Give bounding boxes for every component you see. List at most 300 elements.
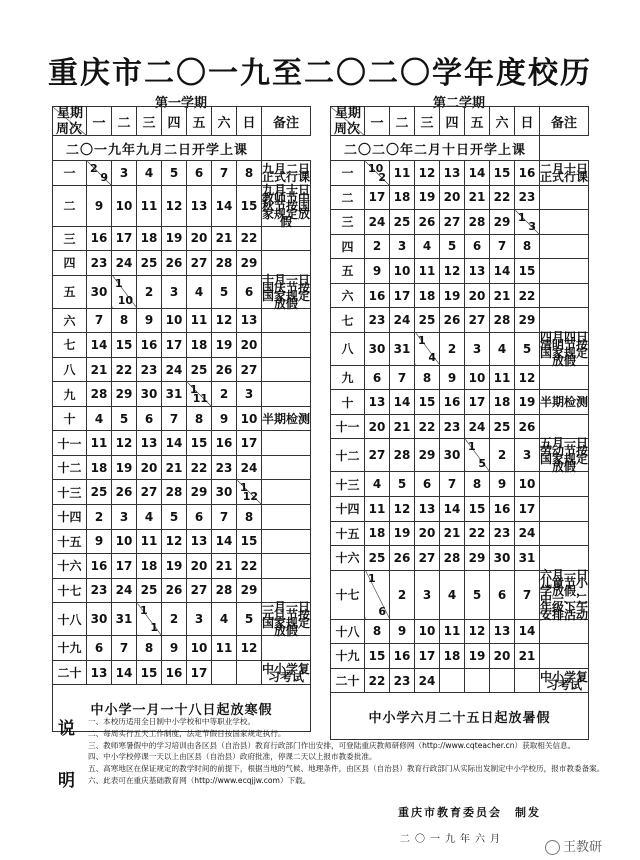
date-cell: 24 xyxy=(465,414,490,439)
week-row xyxy=(331,497,589,522)
weekday-header: 一 xyxy=(87,107,112,136)
month-number: 9 xyxy=(100,170,108,184)
date-cell: 30 xyxy=(212,480,237,505)
date-cell: 17 xyxy=(415,644,440,669)
date-cell: 13 xyxy=(365,390,390,415)
date-cell: 9 xyxy=(212,406,237,431)
remark-cell xyxy=(262,333,311,358)
date-cell: 19 xyxy=(415,185,440,210)
date-cell: 14 xyxy=(440,497,465,522)
date-cell: 21 xyxy=(515,644,540,669)
vacation-notice: 中小学一月一十八日起放寒假 xyxy=(53,685,311,732)
week-row xyxy=(331,521,589,546)
date-cell: 18 xyxy=(187,333,212,358)
week-number: 十八 xyxy=(331,619,365,644)
date-cell: 17 xyxy=(390,283,415,308)
month-number: 1 xyxy=(150,621,158,635)
date-cell: 11 xyxy=(365,497,390,522)
date-cell: 16 xyxy=(365,283,390,308)
note-line: 六、此表可在重庆基础教育网（http://www.ecqjjw.com）下载。 xyxy=(88,775,311,785)
date-cell: 8 xyxy=(515,234,540,259)
date-cell: 22 xyxy=(465,521,490,546)
month-start-cell xyxy=(87,161,112,186)
date-cell: 12 xyxy=(390,497,415,522)
week-number: 十一 xyxy=(331,414,365,439)
date-cell: 14 xyxy=(390,390,415,415)
week-row xyxy=(53,505,311,530)
week-row xyxy=(53,406,311,431)
date-cell: 7 xyxy=(87,308,112,333)
week-row xyxy=(331,365,589,390)
date-cell: 25 xyxy=(187,357,212,382)
date-cell: 19 xyxy=(112,455,137,480)
date-cell: 4 xyxy=(137,161,162,186)
month-start-cell xyxy=(415,332,440,365)
date-cell: 13 xyxy=(187,185,212,226)
date-cell: 9 xyxy=(87,185,112,226)
date-cell: 20 xyxy=(365,414,390,439)
date-cell: 9 xyxy=(162,636,187,661)
remark-cell xyxy=(540,497,589,522)
date-cell: 9 xyxy=(490,472,515,497)
remark-header: 备注 xyxy=(262,107,311,136)
day-number: 1 xyxy=(518,211,526,225)
date-cell: 24 xyxy=(112,251,137,276)
date-cell: 14 xyxy=(212,185,237,226)
date-cell: 8 xyxy=(187,406,212,431)
date-cell: 30 xyxy=(137,382,162,407)
remark-cell xyxy=(262,554,311,579)
notes-label: 说 明 xyxy=(58,719,75,791)
remark-cell xyxy=(540,521,589,546)
header-row xyxy=(331,107,589,136)
date-cell: 18 xyxy=(390,185,415,210)
date-cell: 12 xyxy=(237,636,262,661)
remark-cell: 六月一日儿童节小学放假，中一、二年级下午安排活动 xyxy=(540,567,589,622)
date-cell: 16 xyxy=(515,161,540,186)
week-row xyxy=(53,275,311,308)
date-cell: 19 xyxy=(162,226,187,251)
date-cell: 30 xyxy=(365,332,390,365)
week-row xyxy=(331,570,589,619)
date-cell: 22 xyxy=(415,414,440,439)
date-cell: 7 xyxy=(490,234,515,259)
date-cell: 20 xyxy=(465,283,490,308)
wechat-icon xyxy=(545,840,560,855)
date-cell: 9 xyxy=(365,259,390,284)
remark-cell xyxy=(540,210,589,235)
date-cell: 21 xyxy=(490,283,515,308)
date-cell: 7 xyxy=(212,505,237,530)
date-cell: 17 xyxy=(187,660,212,685)
corner-cell xyxy=(53,107,87,136)
date-cell xyxy=(465,668,490,693)
note-line: 二、每周实行五天工作制度，法定节假日按国家规定执行。 xyxy=(88,728,286,738)
date-cell: 13 xyxy=(187,529,212,554)
corner-cell xyxy=(331,107,365,136)
remark-cell xyxy=(262,529,311,554)
date-cell: 6 xyxy=(365,365,390,390)
date-cell: 18 xyxy=(365,521,390,546)
watermark: 王教研 xyxy=(545,836,602,855)
date-cell: 8 xyxy=(137,636,162,661)
date-cell: 19 xyxy=(212,333,237,358)
weekday-header: 三 xyxy=(415,107,440,136)
date-cell: 10 xyxy=(515,472,540,497)
date-cell: 11 xyxy=(137,529,162,554)
date-cell: 7 xyxy=(112,636,137,661)
date-cell: 16 xyxy=(440,390,465,415)
date-cell: 26 xyxy=(515,414,540,439)
remark-header: 备注 xyxy=(540,107,589,136)
date-cell: 26 xyxy=(162,251,187,276)
date-cell: 2 xyxy=(87,505,112,530)
week-number: 十六 xyxy=(53,554,87,579)
date-cell: 27 xyxy=(465,308,490,333)
date-cell: 12 xyxy=(465,619,490,644)
date-cell: 18 xyxy=(87,455,112,480)
day-number: 1 xyxy=(140,604,148,618)
date-cell: 19 xyxy=(390,521,415,546)
start-row xyxy=(53,136,311,161)
remark-cell xyxy=(262,251,311,276)
date-cell: 25 xyxy=(87,480,112,505)
date-cell: 25 xyxy=(137,578,162,603)
date-cell: 7 xyxy=(212,161,237,186)
date-cell xyxy=(440,668,465,693)
date-cell: 5 xyxy=(212,275,237,308)
date-cell: 3 xyxy=(162,275,187,308)
remark-cell xyxy=(262,308,311,333)
weekday-header: 四 xyxy=(162,107,187,136)
week-number: 十二 xyxy=(53,455,87,480)
week-row xyxy=(331,259,589,284)
date-cell: 11 xyxy=(440,619,465,644)
month-start-cell xyxy=(137,603,162,636)
date-cell: 28 xyxy=(212,578,237,603)
date-cell: 26 xyxy=(390,546,415,571)
remark-cell: 十月一日国庆节按国家规定放假 xyxy=(262,272,311,311)
week-number: 八 xyxy=(331,332,365,365)
date-cell: 5 xyxy=(162,505,187,530)
semester1-title: 第一学期 xyxy=(154,96,207,111)
date-cell: 22 xyxy=(112,357,137,382)
date-cell: 14 xyxy=(162,431,187,456)
week-row xyxy=(331,210,589,235)
date-cell: 6 xyxy=(237,275,262,308)
remark-cell: 四月四日清明节按国家规定放假 xyxy=(540,329,589,368)
week-row xyxy=(331,439,589,472)
date-cell: 23 xyxy=(87,251,112,276)
date-cell: 18 xyxy=(137,226,162,251)
week-number: 十一 xyxy=(53,431,87,456)
date-cell: 5 xyxy=(390,472,415,497)
week-row xyxy=(331,668,589,693)
date-cell: 15 xyxy=(237,185,262,226)
date-cell: 3 xyxy=(187,603,212,636)
date-cell: 16 xyxy=(87,554,112,579)
date-cell: 18 xyxy=(490,390,515,415)
week-row xyxy=(53,185,311,226)
week-number: 七 xyxy=(331,308,365,333)
date-cell: 11 xyxy=(187,308,212,333)
date-cell: 30 xyxy=(490,546,515,571)
week-number: 九 xyxy=(331,365,365,390)
date-cell: 2 xyxy=(137,275,162,308)
week-number: 一 xyxy=(53,161,87,186)
month-number: 12 xyxy=(242,490,258,504)
date-cell: 2 xyxy=(490,439,515,472)
date-cell: 12 xyxy=(440,259,465,284)
week-number: 九 xyxy=(53,382,87,407)
weekday-header: 日 xyxy=(515,107,540,136)
date-cell: 11 xyxy=(490,365,515,390)
date-cell: 15 xyxy=(415,390,440,415)
issue-date: 二〇一九年六月 xyxy=(400,834,505,845)
week-number: 十三 xyxy=(331,472,365,497)
week-number: 五 xyxy=(53,275,87,308)
date-cell: 18 xyxy=(415,283,440,308)
date-cell xyxy=(515,668,540,693)
date-cell: 30 xyxy=(440,439,465,472)
date-cell: 25 xyxy=(365,546,390,571)
day-number: 1 xyxy=(115,276,123,290)
date-cell: 17 xyxy=(365,185,390,210)
date-cell: 29 xyxy=(112,382,137,407)
remark-cell: 九月十日教师节中秋节按国家规定放假 xyxy=(262,182,311,229)
semester2-table xyxy=(330,106,589,740)
date-cell: 25 xyxy=(137,251,162,276)
week-number: 三 xyxy=(53,226,87,251)
day-number: 1 xyxy=(418,333,426,347)
date-cell: 22 xyxy=(237,226,262,251)
week-row xyxy=(53,161,311,186)
date-cell: 8 xyxy=(237,161,262,186)
date-cell: 15 xyxy=(112,333,137,358)
date-cell: 12 xyxy=(515,365,540,390)
date-cell: 31 xyxy=(162,382,187,407)
date-cell: 11 xyxy=(390,161,415,186)
date-cell: 8 xyxy=(365,619,390,644)
month-number: 3 xyxy=(528,219,536,233)
weekday-header: 三 xyxy=(137,107,162,136)
date-cell: 26 xyxy=(212,357,237,382)
date-cell: 24 xyxy=(162,357,187,382)
date-cell: 6 xyxy=(490,570,515,619)
week-number: 十二 xyxy=(331,439,365,472)
date-cell: 13 xyxy=(137,431,162,456)
date-cell: 6 xyxy=(87,636,112,661)
week-row xyxy=(53,308,311,333)
date-cell: 21 xyxy=(465,185,490,210)
week-number: 七 xyxy=(53,333,87,358)
month-number: 5 xyxy=(478,457,486,471)
date-cell: 23 xyxy=(490,521,515,546)
remark-cell xyxy=(540,259,589,284)
date-cell: 5 xyxy=(515,332,540,365)
week-number: 十五 xyxy=(331,521,365,546)
remark-cell xyxy=(262,505,311,530)
date-cell: 17 xyxy=(162,333,187,358)
date-cell: 29 xyxy=(490,210,515,235)
month-start-cell xyxy=(365,161,390,186)
date-cell: 11 xyxy=(137,185,162,226)
date-cell: 28 xyxy=(490,308,515,333)
date-cell: 13 xyxy=(490,619,515,644)
date-cell: 10 xyxy=(112,529,137,554)
remark-cell xyxy=(262,480,311,505)
corner-day-label: 星期 xyxy=(334,106,361,121)
month-start-cell xyxy=(365,570,390,619)
start-date-line: 二〇一九年九月二日开学上课 xyxy=(53,136,262,161)
week-number: 十七 xyxy=(53,578,87,603)
remark-cell xyxy=(540,619,589,644)
remark-cell xyxy=(262,226,311,251)
weekday-header: 一 xyxy=(365,107,390,136)
date-cell: 10 xyxy=(465,365,490,390)
week-row xyxy=(53,333,311,358)
week-number: 十九 xyxy=(331,644,365,669)
date-cell: 29 xyxy=(515,308,540,333)
date-cell: 24 xyxy=(365,210,390,235)
week-row xyxy=(331,619,589,644)
weekday-header: 二 xyxy=(390,107,415,136)
date-cell: 20 xyxy=(187,226,212,251)
start-row xyxy=(331,136,589,161)
date-cell: 21 xyxy=(87,357,112,382)
date-cell: 27 xyxy=(440,210,465,235)
date-cell: 13 xyxy=(440,161,465,186)
week-row xyxy=(331,161,589,186)
date-cell: 30 xyxy=(87,275,112,308)
week-number: 八 xyxy=(53,357,87,382)
week-row xyxy=(331,414,589,439)
date-cell: 29 xyxy=(187,480,212,505)
date-cell: 12 xyxy=(162,529,187,554)
week-row xyxy=(331,472,589,497)
date-cell: 28 xyxy=(87,382,112,407)
date-cell: 3 xyxy=(237,382,262,407)
week-number: 十六 xyxy=(331,546,365,571)
month-number: 2 xyxy=(378,170,386,184)
date-cell: 12 xyxy=(415,161,440,186)
date-cell: 9 xyxy=(87,529,112,554)
month-number: 11 xyxy=(192,391,208,405)
date-cell: 9 xyxy=(390,619,415,644)
date-cell: 5 xyxy=(237,603,262,636)
weekday-header: 四 xyxy=(440,107,465,136)
date-cell: 23 xyxy=(212,455,237,480)
date-cell: 26 xyxy=(112,480,137,505)
date-cell: 17 xyxy=(112,554,137,579)
date-cell: 21 xyxy=(212,226,237,251)
remark-cell: 二月十日正式行课 xyxy=(540,161,589,184)
date-cell: 3 xyxy=(390,234,415,259)
date-cell: 27 xyxy=(365,439,390,472)
week-row xyxy=(53,660,311,685)
date-cell: 23 xyxy=(365,308,390,333)
date-cell: 19 xyxy=(440,283,465,308)
remark-cell: 中小学复习考试 xyxy=(262,661,311,684)
date-cell: 16 xyxy=(490,497,515,522)
weekday-header: 五 xyxy=(187,107,212,136)
week-number: 十四 xyxy=(331,497,365,522)
month-start-cell xyxy=(187,382,212,407)
date-cell: 4 xyxy=(365,472,390,497)
date-cell: 8 xyxy=(415,365,440,390)
date-cell: 29 xyxy=(415,439,440,472)
date-cell xyxy=(237,660,262,685)
weekday-header: 六 xyxy=(212,107,237,136)
date-cell: 5 xyxy=(162,161,187,186)
date-cell: 28 xyxy=(440,546,465,571)
week-number: 十五 xyxy=(53,529,87,554)
date-cell: 18 xyxy=(440,644,465,669)
remark-cell: 一月一日元旦节按国家规定放假 xyxy=(262,600,311,639)
date-cell: 22 xyxy=(365,668,390,693)
date-cell: 4 xyxy=(490,332,515,365)
day-number: 2 xyxy=(90,162,98,175)
date-cell: 5 xyxy=(465,570,490,619)
date-cell: 20 xyxy=(137,455,162,480)
date-cell: 16 xyxy=(87,226,112,251)
date-cell: 7 xyxy=(440,472,465,497)
date-cell: 23 xyxy=(137,357,162,382)
date-cell: 23 xyxy=(515,185,540,210)
date-cell: 13 xyxy=(237,308,262,333)
week-row xyxy=(331,546,589,571)
remark-cell xyxy=(262,578,311,603)
date-cell: 31 xyxy=(515,546,540,571)
date-cell: 11 xyxy=(87,431,112,456)
date-cell: 20 xyxy=(237,333,262,358)
date-cell: 28 xyxy=(465,210,490,235)
date-cell: 29 xyxy=(465,546,490,571)
date-cell: 12 xyxy=(162,185,187,226)
remark-cell: 半期检测 xyxy=(262,406,311,431)
remark-cell: 五月一日劳动节按国家规定放假 xyxy=(540,436,589,475)
date-cell: 17 xyxy=(237,431,262,456)
date-cell: 16 xyxy=(390,644,415,669)
date-cell: 31 xyxy=(112,603,137,636)
calendar-title: 重庆市二〇一九至二〇二〇学年度校历 xyxy=(48,56,592,91)
date-cell: 31 xyxy=(390,332,415,365)
date-cell: 24 xyxy=(515,521,540,546)
day-number: 1 xyxy=(240,481,248,495)
date-cell: 3 xyxy=(415,570,440,619)
date-cell: 16 xyxy=(162,660,187,685)
date-cell: 4 xyxy=(415,234,440,259)
semester2-title: 第二学期 xyxy=(432,96,485,111)
date-cell: 24 xyxy=(237,455,262,480)
date-cell: 24 xyxy=(390,308,415,333)
week-number: 二十 xyxy=(331,668,365,693)
month-number: 4 xyxy=(428,350,436,364)
date-cell: 14 xyxy=(465,161,490,186)
date-cell: 27 xyxy=(415,546,440,571)
date-cell: 23 xyxy=(87,578,112,603)
date-cell: 11 xyxy=(212,636,237,661)
date-cell: 12 xyxy=(212,308,237,333)
week-number: 四 xyxy=(53,251,87,276)
date-cell: 25 xyxy=(415,308,440,333)
week-number: 十九 xyxy=(53,636,87,661)
date-cell: 28 xyxy=(162,480,187,505)
header-row xyxy=(53,107,311,136)
date-cell: 27 xyxy=(137,480,162,505)
date-cell: 7 xyxy=(162,406,187,431)
remark-cell xyxy=(262,636,311,661)
